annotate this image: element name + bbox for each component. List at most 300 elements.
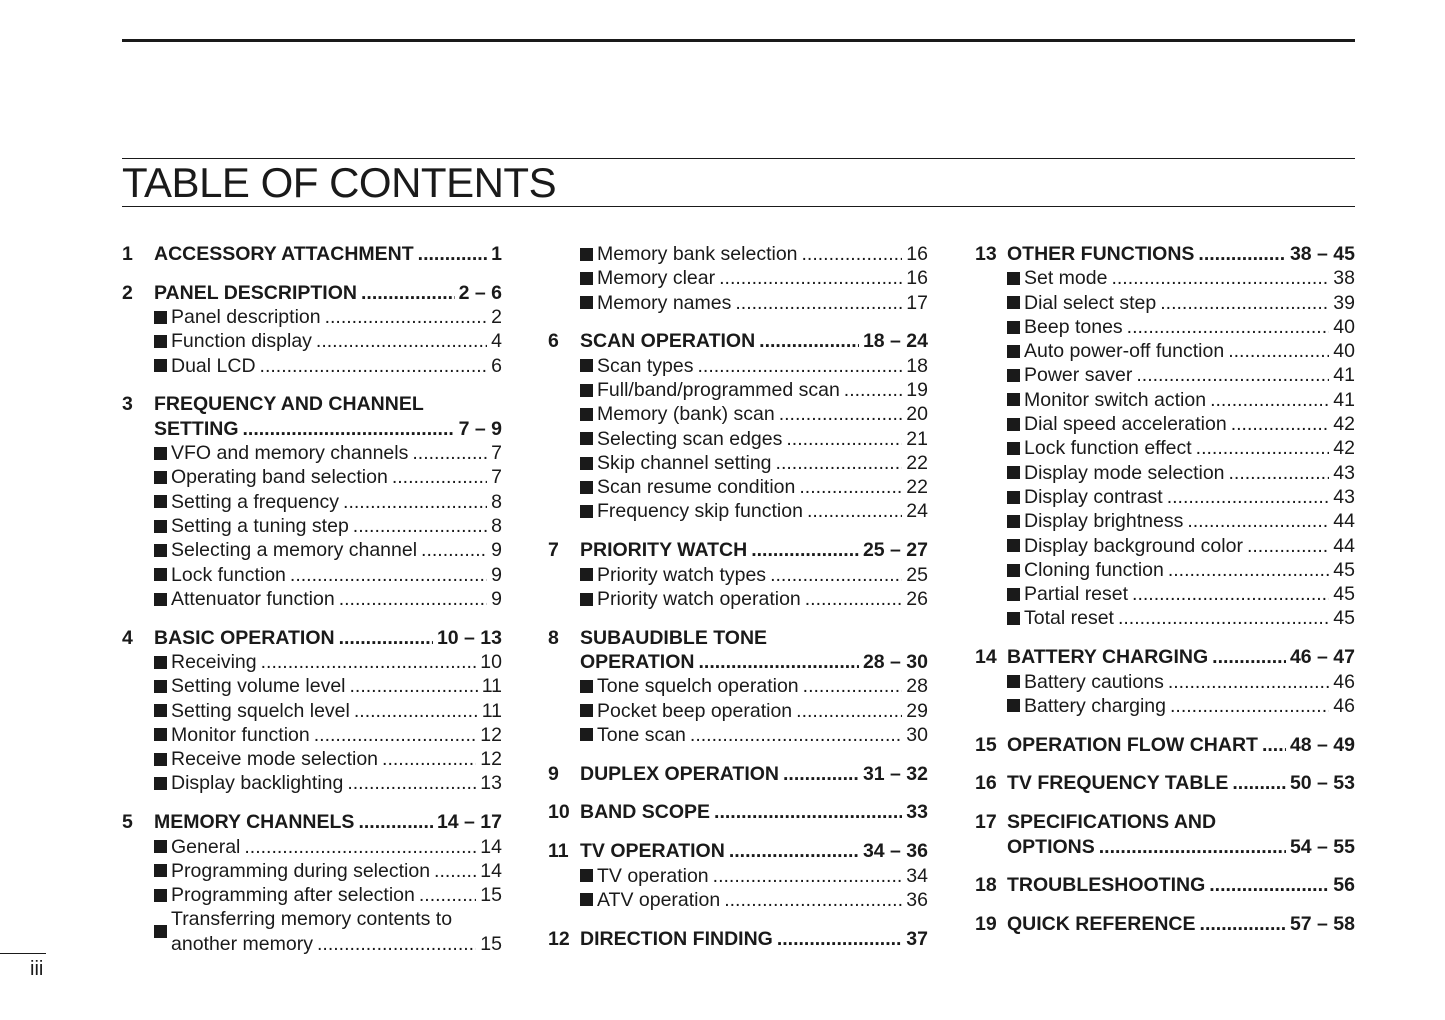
dot-leader	[347, 771, 476, 795]
toc-section	[548, 927, 928, 951]
item-page: 19	[906, 378, 928, 401]
item-text-wrap	[171, 441, 502, 465]
item-title: Display backlighting	[171, 772, 344, 795]
dot-leader	[799, 475, 902, 499]
item-title: Total reset	[1024, 607, 1114, 630]
item-page: 21	[906, 427, 928, 450]
item-page: 11	[481, 699, 502, 722]
toc-item[interactable]	[122, 538, 502, 562]
item-page: 7	[491, 466, 502, 489]
item-text-wrap	[171, 490, 502, 514]
toc-section	[548, 538, 928, 611]
toc-item[interactable]	[122, 883, 502, 907]
dot-leader	[1168, 670, 1329, 694]
toc-item[interactable]	[122, 441, 502, 465]
square-bullet-icon	[580, 728, 593, 741]
toc-item[interactable]	[122, 563, 502, 587]
toc-heading[interactable]	[122, 626, 502, 650]
toc-heading[interactable]	[548, 839, 928, 863]
square-bullet-icon	[580, 481, 593, 494]
square-bullet-icon	[154, 704, 167, 717]
dot-leader	[779, 402, 903, 426]
toc-item[interactable]	[122, 859, 502, 883]
toc-item[interactable]	[548, 266, 928, 290]
item-line	[171, 305, 502, 329]
section-number: 11	[548, 840, 569, 863]
toc-item[interactable]	[975, 291, 1355, 315]
item-title: Setting squelch level	[171, 699, 350, 722]
item-title: Tone squelch operation	[597, 675, 799, 698]
toc-item[interactable]	[975, 412, 1355, 436]
item-line	[597, 402, 928, 426]
square-bullet-icon	[154, 593, 167, 606]
item-title: Power saver	[1024, 364, 1133, 387]
dot-leader	[339, 626, 433, 650]
item-page: 9	[491, 539, 502, 562]
toc-item[interactable]	[548, 427, 928, 451]
toc-heading[interactable]	[975, 645, 1355, 669]
toc-item[interactable]	[548, 674, 928, 698]
toc-item[interactable]	[975, 606, 1355, 630]
toc-heading[interactable]	[975, 912, 1355, 936]
toc-heading[interactable]	[548, 329, 928, 353]
page-number-rule	[0, 953, 46, 954]
item-text-wrap	[171, 587, 502, 611]
toc-item[interactable]	[122, 305, 502, 329]
dot-leader	[421, 538, 487, 562]
dot-leader	[314, 723, 477, 747]
toc-heading[interactable]	[975, 733, 1355, 757]
item-text-wrap	[597, 266, 928, 290]
toc-item[interactable]	[122, 699, 502, 723]
dot-leader	[261, 650, 477, 674]
section-number: 19	[975, 913, 997, 936]
item-title: ATV operation	[597, 888, 721, 911]
dot-leader	[807, 499, 902, 523]
square-bullet-icon	[1007, 564, 1020, 577]
heading-line	[154, 417, 502, 441]
item-title: Battery charging	[1024, 694, 1166, 717]
dot-leader	[353, 514, 487, 538]
item-text-wrap	[1024, 266, 1355, 290]
item-text-wrap	[1024, 315, 1355, 339]
toc-item[interactable]	[122, 723, 502, 747]
item-line	[171, 329, 502, 353]
item-text-wrap	[1024, 388, 1355, 412]
toc-item[interactable]	[548, 864, 928, 888]
item-line	[171, 859, 502, 883]
toc-item[interactable]	[548, 354, 928, 378]
item-title: VFO and memory channels	[171, 442, 409, 465]
dot-leader	[1247, 534, 1329, 558]
item-line	[597, 291, 928, 315]
section-title: OPTIONS	[1007, 835, 1095, 858]
toc-heading[interactable]	[122, 242, 502, 266]
toc-heading[interactable]	[548, 762, 928, 786]
square-bullet-icon	[154, 728, 167, 741]
item-line	[1024, 694, 1355, 718]
item-page: 25	[906, 563, 928, 586]
dot-leader	[805, 587, 903, 611]
section-page: 46 – 47	[1289, 646, 1355, 669]
toc-item[interactable]	[548, 475, 928, 499]
toc-section	[975, 912, 1355, 936]
toc-item[interactable]	[122, 465, 502, 489]
square-bullet-icon	[154, 777, 167, 790]
item-text-wrap	[171, 723, 502, 747]
toc-item[interactable]	[122, 587, 502, 611]
item-text-wrap	[597, 354, 928, 378]
dot-leader	[343, 490, 487, 514]
item-line	[171, 747, 502, 771]
toc-item[interactable]	[975, 436, 1355, 460]
dot-leader	[316, 329, 487, 353]
heading-line	[1007, 242, 1355, 266]
item-text-wrap	[171, 747, 502, 771]
section-page: 28 – 30	[862, 650, 928, 673]
heading-line	[1007, 835, 1355, 859]
section-page: 57 – 58	[1289, 913, 1355, 936]
item-line	[171, 354, 502, 378]
toc-item[interactable]	[548, 291, 928, 315]
toc-item[interactable]	[975, 670, 1355, 694]
item-line	[597, 266, 928, 290]
item-page: 45	[1333, 607, 1355, 630]
heading-text-wrap	[1007, 810, 1355, 859]
item-text-wrap	[1024, 291, 1355, 315]
item-title: Scan resume condition	[597, 476, 796, 499]
heading-line	[1007, 771, 1355, 795]
item-text-wrap	[171, 538, 502, 562]
item-page: 4	[491, 330, 502, 353]
section-page: 31 – 32	[862, 762, 928, 785]
toc-item[interactable]	[548, 378, 928, 402]
section-number: 14	[975, 646, 997, 669]
square-bullet-icon	[580, 296, 593, 309]
toc-heading[interactable]	[548, 800, 928, 824]
item-text-wrap	[597, 864, 928, 888]
toc-item[interactable]	[548, 242, 928, 266]
item-text-wrap	[597, 587, 928, 611]
section-title: OPERATION FLOW CHART	[1007, 733, 1258, 756]
dot-leader	[392, 465, 487, 489]
toc-item[interactable]	[975, 485, 1355, 509]
section-number: 17	[975, 811, 997, 834]
toc-item[interactable]	[975, 694, 1355, 718]
item-page: 45	[1333, 583, 1355, 606]
toc-section	[122, 242, 502, 266]
toc-item[interactable]	[975, 315, 1355, 339]
toc-item[interactable]	[548, 723, 928, 747]
toc-item[interactable]	[548, 888, 928, 912]
toc-item[interactable]	[975, 461, 1355, 485]
item-title: Scan types	[597, 354, 694, 377]
item-line	[597, 587, 928, 611]
item-title: Display contrast	[1024, 485, 1163, 508]
item-line	[1024, 266, 1355, 290]
item-text-wrap	[171, 699, 502, 723]
item-line	[1024, 461, 1355, 485]
item-text-wrap	[597, 242, 928, 266]
section-title: DUPLEX OPERATION	[580, 762, 779, 785]
dot-leader	[1262, 733, 1286, 757]
toc-item[interactable]	[122, 907, 502, 956]
item-text-wrap	[597, 674, 928, 698]
item-text-wrap	[1024, 606, 1355, 630]
heading-text-wrap	[1007, 912, 1355, 936]
item-text-wrap	[171, 329, 502, 353]
toc-heading[interactable]	[975, 242, 1355, 266]
toc-section	[975, 873, 1355, 897]
toc-heading[interactable]	[122, 392, 502, 441]
toc-item[interactable]	[975, 363, 1355, 387]
section-page: 7 – 9	[458, 417, 502, 440]
item-text-wrap	[171, 907, 502, 956]
heading-line	[1007, 912, 1355, 936]
dot-leader	[1167, 485, 1330, 509]
item-page: 13	[480, 772, 502, 795]
item-page: 16	[906, 243, 928, 265]
item-page: 17	[906, 291, 928, 314]
toc-column-3	[975, 242, 1355, 951]
top-rule	[122, 39, 1355, 42]
item-line	[171, 514, 502, 538]
toc-heading[interactable]	[122, 281, 502, 305]
square-bullet-icon	[580, 432, 593, 445]
item-text-wrap	[597, 563, 928, 587]
toc-item[interactable]	[122, 490, 502, 514]
section-number: 10	[548, 801, 570, 824]
item-page: 11	[481, 675, 502, 698]
dot-leader	[358, 810, 433, 834]
square-bullet-icon	[1007, 393, 1020, 406]
dot-leader	[339, 587, 487, 611]
section-title: TV FREQUENCY TABLE	[1007, 772, 1229, 795]
item-line	[597, 674, 928, 698]
toc-item[interactable]	[122, 514, 502, 538]
item-title: Programming during selection	[171, 859, 431, 882]
item-title: Set mode	[1024, 267, 1108, 290]
heading-text-wrap	[154, 626, 502, 650]
toc-item[interactable]	[548, 402, 928, 426]
toc-item[interactable]	[975, 534, 1355, 558]
heading-line	[580, 329, 928, 353]
section-page: 48 – 49	[1289, 733, 1355, 756]
toc-heading[interactable]	[122, 810, 502, 834]
dot-leader	[751, 538, 859, 562]
dot-leader	[802, 242, 903, 266]
square-bullet-icon	[154, 753, 167, 766]
item-text-wrap	[171, 354, 502, 378]
section-title: BAND SCOPE	[580, 801, 711, 824]
dot-leader	[714, 800, 902, 824]
dot-leader	[1200, 912, 1286, 936]
dot-leader	[1111, 266, 1329, 290]
section-title: OPERATION	[580, 650, 695, 673]
square-bullet-icon	[154, 889, 167, 902]
dot-leader	[719, 266, 902, 290]
item-page: 39	[1333, 291, 1355, 314]
heading-text-wrap	[154, 281, 502, 305]
section-title: SETTING	[154, 417, 239, 440]
toc-item[interactable]	[122, 747, 502, 771]
section-number: 16	[975, 772, 997, 795]
item-text-wrap	[1024, 558, 1355, 582]
dot-leader	[786, 427, 902, 451]
item-title: Setting a tuning step	[171, 514, 349, 537]
page-number: iii	[30, 958, 44, 980]
dot-leader	[1099, 835, 1286, 859]
item-title: General	[171, 835, 241, 858]
section-title: DIRECTION FINDING	[580, 927, 773, 950]
item-title: Receiving	[171, 650, 257, 673]
square-bullet-icon	[154, 864, 167, 877]
toc-item[interactable]	[122, 650, 502, 674]
item-page: 9	[491, 563, 502, 586]
toc-heading[interactable]	[548, 626, 928, 675]
toc-item[interactable]	[122, 354, 502, 378]
toc-heading[interactable]	[548, 927, 928, 951]
section-number: 8	[548, 626, 559, 649]
dot-leader	[1196, 436, 1330, 460]
section-title: OTHER FUNCTIONS	[1007, 243, 1195, 265]
toc-item[interactable]	[122, 771, 502, 795]
square-bullet-icon	[154, 568, 167, 581]
item-title: Display mode selection	[1024, 461, 1225, 484]
item-text-wrap	[171, 771, 502, 795]
square-bullet-icon	[1007, 345, 1020, 358]
item-line	[1024, 670, 1355, 694]
section-page: 2 – 6	[458, 281, 502, 304]
item-title: Beep tones	[1024, 315, 1123, 338]
heading-line	[580, 650, 928, 674]
heading-text-wrap	[154, 242, 502, 266]
toc-item[interactable]	[548, 699, 928, 723]
dot-leader	[783, 762, 859, 786]
square-bullet-icon	[580, 272, 593, 285]
item-title: Panel description	[171, 306, 321, 329]
item-page: 8	[491, 490, 502, 513]
item-line	[597, 354, 928, 378]
toc-item[interactable]	[122, 329, 502, 353]
toc-item[interactable]	[548, 563, 928, 587]
item-page: 41	[1333, 364, 1355, 387]
heading-line	[1007, 810, 1355, 834]
heading-text-wrap	[580, 538, 928, 562]
toc-section	[122, 281, 502, 378]
item-title: Setting a frequency	[171, 490, 340, 513]
toc-item[interactable]	[975, 266, 1355, 290]
item-title: Display brightness	[1024, 510, 1184, 533]
square-bullet-icon	[580, 408, 593, 421]
heading-line	[1007, 645, 1355, 669]
toc-item[interactable]	[548, 587, 928, 611]
item-text-wrap	[1024, 694, 1355, 718]
item-page: 40	[1333, 315, 1355, 338]
item-line	[597, 864, 928, 888]
section-page: 18 – 24	[862, 330, 928, 353]
dot-leader	[1127, 315, 1330, 339]
item-title: Cloning function	[1024, 558, 1164, 581]
heading-text-wrap	[580, 927, 928, 951]
section-page: 10 – 13	[436, 626, 502, 649]
toc-item[interactable]	[975, 558, 1355, 582]
toc-heading[interactable]	[975, 810, 1355, 859]
toc-item[interactable]	[548, 499, 928, 523]
toc-heading[interactable]	[548, 538, 928, 562]
heading-line	[580, 538, 928, 562]
toc-item[interactable]	[975, 388, 1355, 412]
item-text-wrap	[1024, 509, 1355, 533]
item-line	[597, 242, 928, 266]
dot-leader	[1232, 771, 1286, 795]
toc-column-2	[548, 242, 928, 965]
square-bullet-icon	[154, 447, 167, 460]
section-title: PANEL DESCRIPTION	[154, 281, 357, 304]
item-text-wrap	[597, 475, 928, 499]
item-text-wrap	[1024, 534, 1355, 558]
toc-section	[548, 839, 928, 912]
toc-section	[548, 329, 928, 523]
toc-item[interactable]	[548, 451, 928, 475]
item-page: 24	[906, 500, 928, 523]
item-title: Dual LCD	[171, 354, 256, 377]
square-bullet-icon	[1007, 321, 1020, 334]
heading-line	[1007, 873, 1355, 897]
heading-line	[154, 281, 502, 305]
item-line	[1024, 509, 1355, 533]
heading-line	[580, 800, 928, 824]
section-number: 3	[122, 393, 133, 416]
toc-heading[interactable]	[975, 873, 1355, 897]
item-page: 34	[906, 864, 928, 887]
toc-item[interactable]	[122, 674, 502, 698]
toc-item[interactable]	[975, 509, 1355, 533]
dot-leader	[698, 650, 858, 674]
item-title: TV operation	[597, 864, 709, 887]
heading-line	[1007, 733, 1355, 757]
item-title: Priority watch types	[597, 563, 767, 586]
item-text-wrap	[171, 650, 502, 674]
item-line	[171, 465, 502, 489]
item-text-wrap	[1024, 436, 1355, 460]
dot-leader	[759, 329, 859, 353]
square-bullet-icon	[1007, 699, 1020, 712]
item-page: 12	[480, 748, 502, 771]
dot-leader	[350, 674, 478, 698]
item-text-wrap	[171, 563, 502, 587]
section-page: 25 – 27	[862, 539, 928, 562]
square-bullet-icon	[1007, 272, 1020, 285]
toc-section	[548, 762, 928, 786]
item-line	[597, 499, 928, 523]
heading-line	[154, 626, 502, 650]
toc-item[interactable]	[975, 339, 1355, 363]
toc-heading[interactable]	[975, 771, 1355, 795]
toc-item[interactable]	[122, 835, 502, 859]
section-number: 5	[122, 811, 133, 834]
item-title: Display background color	[1024, 534, 1243, 557]
dot-leader	[803, 674, 903, 698]
item-page: 15	[480, 884, 502, 907]
item-page: 29	[906, 699, 928, 722]
dot-leader	[729, 839, 859, 863]
section-title: PRIORITY WATCH	[580, 539, 748, 562]
item-line	[1024, 388, 1355, 412]
toc-item[interactable]	[975, 582, 1355, 606]
item-line	[171, 490, 502, 514]
item-line	[171, 907, 502, 931]
